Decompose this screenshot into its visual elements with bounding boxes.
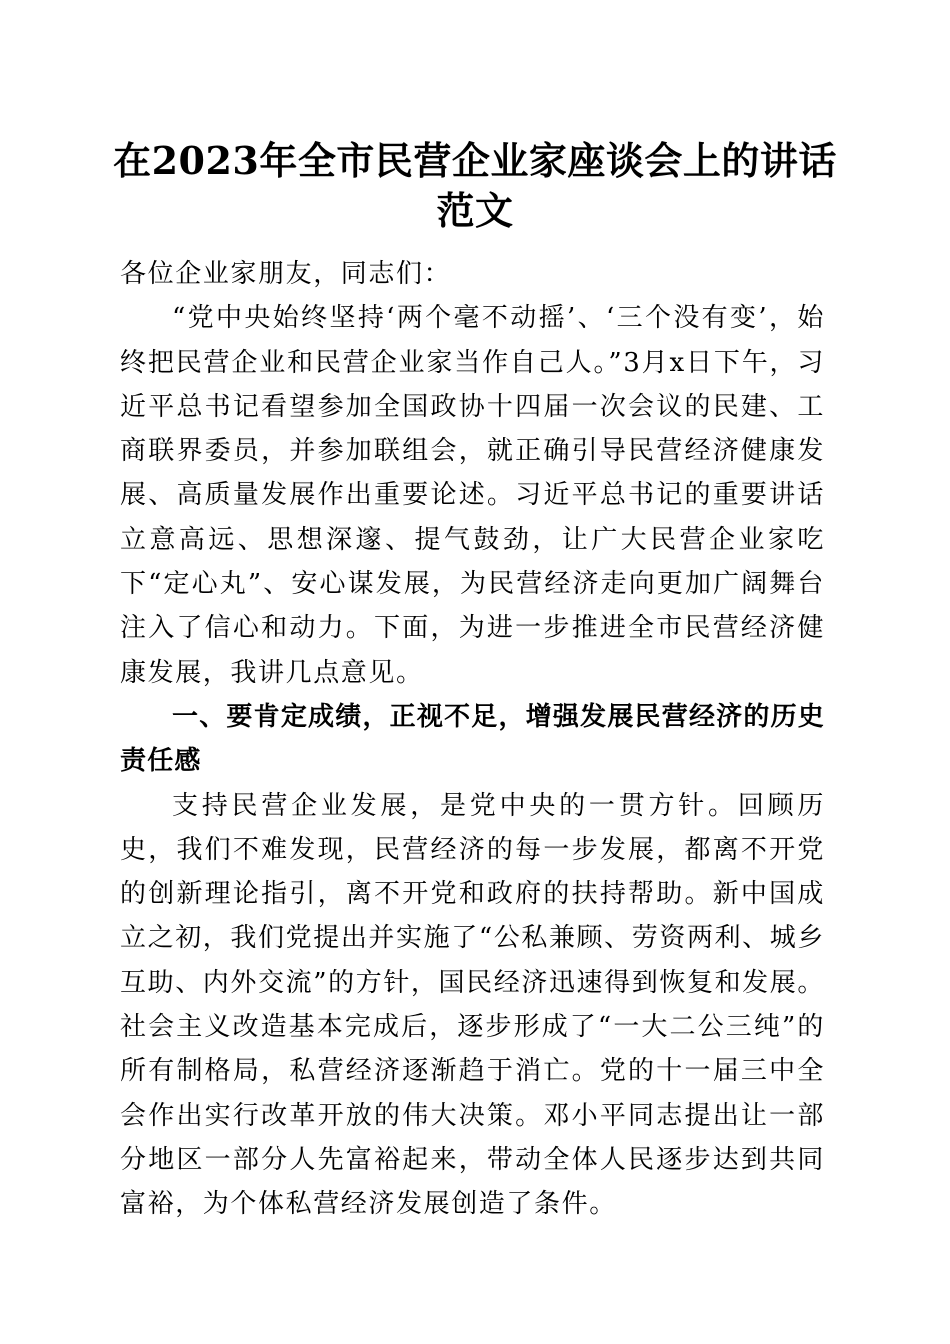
paragraph-history: 支持民营企业发展，是党中央的一贯方针。回顾历史，我们不难发现，民营经济的每一步发展，都离不开党的创新理论指引，离不开党和政府的扶持帮助。新中国成立之初，我们党提出并实施了“公私兼顾、劳资两利、城乡互助、内外交流”的方针，国民经济迅速得到恢复和发展。社会主义改造基本完成后，逐步形成了“一大二公三纯”的所有制格局，私营经济逐渐趋于消亡。党的十一届三中全会作出实行改革开放的伟大决策。邓小平同志提出让一部分地区一部分人先富裕起来，带动全体人民逐步达到共同富裕，为个体私营经济发展创造了条件。 bbox=[120, 790, 825, 1220]
section-heading-1: 一、要肯定成绩，正视不足，增强发展民营经济的历史责任感 bbox=[120, 701, 825, 777]
document-title: 在2023年全市民营企业家座谈会上的讲话范文 bbox=[113, 138, 837, 233]
salutation: 各位企业家朋友，同志们： bbox=[120, 259, 452, 289]
document-body bbox=[120, 252, 825, 1227]
paragraph-intro: “党中央始终坚持‘两个毫不动摇’、‘三个没有变’，始终把民营企业和民营企业家当作自己人。”3月x日下午，习近平总书记看望参加全国政协十四届一次会议的民建、工商联界委员，并参加联组会，就正确引导民营经济健康发展、高质量发展作出重要论述。习近平总书记的重要讲话立意高远、思想深邃、提气鼓劲，让广大民营企业家吃下“定心丸”、安心谋发展，为民营经济走向更加广阔舞台注入了信心和动力。下面，为进一步推进全市民营经济健康发展，我讲几点意见。 bbox=[120, 303, 825, 688]
